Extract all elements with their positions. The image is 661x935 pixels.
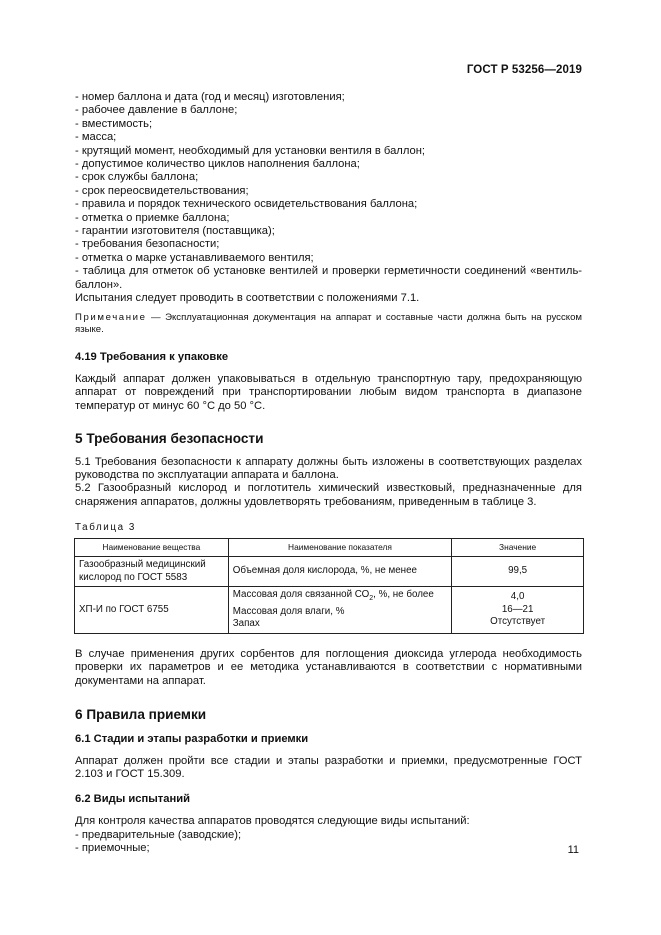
list-item-text: рабочее давление в баллоне; xyxy=(81,104,238,117)
list-item xyxy=(75,91,582,104)
sorbents-paragraph: В случае применения других сорбентов для поглощения диоксида углерода необходимость проверки их параметров и ее методика устанавливаются в соответствии с нормативными документами на аппарат. xyxy=(75,647,582,687)
tests-text: Испытания следует проводить в соответствии с положениями 7.1. xyxy=(75,292,420,305)
list-item-text: номер баллона и дата (год и месяц) изготовления; xyxy=(81,91,345,103)
list-item xyxy=(75,252,582,265)
list-item-text: масса; xyxy=(81,131,117,144)
list-item xyxy=(75,118,582,131)
section-6-title: 6 Правила приемки xyxy=(75,707,207,723)
list-bullet: - xyxy=(75,117,79,130)
note xyxy=(75,312,582,336)
table-header-cell: Значение xyxy=(452,538,584,556)
indicator-line xyxy=(233,589,447,606)
list-bullet: - xyxy=(75,225,79,238)
list-bullet: - xyxy=(75,238,79,251)
list-bullet: - xyxy=(75,91,79,103)
list-item xyxy=(75,212,582,225)
table-cell-substance: Газообразный медицинский кислород по ГОСТ 5583 xyxy=(75,556,229,586)
section-4-19-title: 4.19 Требования к упаковке xyxy=(75,350,229,363)
section-6-1-text: Аппарат должен пройти все стадии и этапы разработки и приемки, предусмотренные ГОСТ 2.103 и ГОСТ 15.309. xyxy=(75,754,582,781)
list-bullet: - xyxy=(75,828,79,841)
list-item-text: срок службы баллона; xyxy=(81,171,199,184)
indicator-line: Запах xyxy=(232,618,260,630)
value-line: 4,0 xyxy=(510,591,525,603)
list-item xyxy=(75,829,582,842)
note-text: — Эксплуатационная документация на аппарат и составные части должна быть на русском языке. xyxy=(75,311,582,335)
document-header: ГОСТ Р 53256—2019 xyxy=(466,64,582,76)
list-item-text: крутящий момент, необходимый для установки вентиля в баллон; xyxy=(81,144,425,157)
indicator-text: Массовая доля связанной СО xyxy=(232,589,370,601)
note-label: Примечание xyxy=(75,311,147,323)
tests-list xyxy=(75,829,582,856)
list-item-text: таблица для отметок об установке вентилей и проверки герметичности соединений «вентиль-баллон». xyxy=(75,265,582,291)
tests-paragraph xyxy=(75,292,582,305)
list-item xyxy=(75,225,582,238)
page-number: 11 xyxy=(567,844,579,856)
section-4-19-text: Каждый аппарат должен упаковываться в отдельную транспортную тару, предохраняющую аппарат от повреждений при транспортировании любым видом транспорта в диапазоне температур от минус 60 °С до 50 °С. xyxy=(75,372,582,412)
table-cell-substance: ХП-И по ГОСТ 6755 xyxy=(75,587,229,634)
table-cell-indicator: Объемная доля кислорода, %, не менее xyxy=(228,556,451,586)
list-item xyxy=(75,104,582,117)
table-row xyxy=(75,556,584,586)
list-bullet: - xyxy=(75,171,79,184)
list-item-text: срок переосвидетельствования; xyxy=(81,184,249,197)
table-row xyxy=(75,587,584,634)
indicator-line: Массовая доля влаги, % xyxy=(232,605,345,617)
value-line: 16—21 xyxy=(501,603,534,615)
list-bullet: - xyxy=(75,104,79,117)
list-bullet: - xyxy=(75,251,79,264)
table-header-row xyxy=(75,538,584,556)
list-item-text: допустимое количество циклов наполнения баллона; xyxy=(81,158,360,171)
list-bullet: - xyxy=(75,144,79,157)
value-line: Отсутствует xyxy=(490,616,546,628)
table-3 xyxy=(74,538,584,634)
section-6-1-title: 6.1 Стадии и этапы разработки и приемки xyxy=(75,732,309,745)
list-item xyxy=(75,171,582,184)
list-item xyxy=(75,145,582,158)
list-item-text: вместимость; xyxy=(81,117,153,130)
list-bullet: - xyxy=(75,131,79,144)
list-bullet: - xyxy=(75,184,79,197)
indicator-subscript: 2 xyxy=(369,595,374,603)
requirements-list xyxy=(75,91,582,265)
list-bullet: - xyxy=(75,211,79,224)
list-item xyxy=(75,238,582,251)
table-cell-value: 99,5 xyxy=(452,556,584,586)
list-item xyxy=(75,185,582,198)
list-item xyxy=(75,131,582,144)
list-item-text: правила и порядок технического освидетельствования баллона; xyxy=(81,198,418,211)
table-cell-indicator xyxy=(228,587,451,634)
table-header-cell: Наименование вещества xyxy=(75,538,229,556)
section-6-2-text: Для контроля качества аппаратов проводятся следующие виды испытаний: xyxy=(75,815,470,828)
list-bullet: - xyxy=(75,158,79,171)
list-bullet: - xyxy=(75,265,79,278)
section-5-1-text: 5.1 Требования безопасности к аппарату должны быть изложены в соответствующих разделах руководства по эксплуатации аппарата и баллона. xyxy=(75,455,582,481)
table-cell-value xyxy=(452,587,584,634)
section-6-2-title: 6.2 Виды испытаний xyxy=(75,792,191,805)
list-item xyxy=(75,198,582,211)
list-item-text: гарантии изготовителя (поставщика); xyxy=(81,225,275,238)
indicator-text: , %, не более xyxy=(373,589,434,601)
list-item-text: требования безопасности; xyxy=(81,238,220,251)
list-item-text: отметка о марке устанавливаемого вентиля; xyxy=(81,251,314,264)
list-bullet: - xyxy=(75,841,79,854)
list-item-last xyxy=(75,265,582,292)
list-item-text: приемочные; xyxy=(81,841,150,854)
list-item-text: предварительные (заводские); xyxy=(81,828,242,841)
table-header-cell: Наименование показателя xyxy=(228,538,451,556)
list-item xyxy=(75,842,582,855)
section-5-title: 5 Требования безопасности xyxy=(75,431,264,447)
section-5-2-text: 5.2 Газообразный кислород и поглотитель химический известковый, предназначенные для снаряжения аппаратов, должны удовлетворять требованиям, приведенным в таблице 3. xyxy=(75,482,582,508)
list-bullet: - xyxy=(75,198,79,211)
table-caption: Таблица 3 xyxy=(75,522,136,534)
page-content xyxy=(75,91,582,855)
list-item-text: отметка о приемке баллона; xyxy=(81,211,230,224)
list-item xyxy=(75,158,582,171)
